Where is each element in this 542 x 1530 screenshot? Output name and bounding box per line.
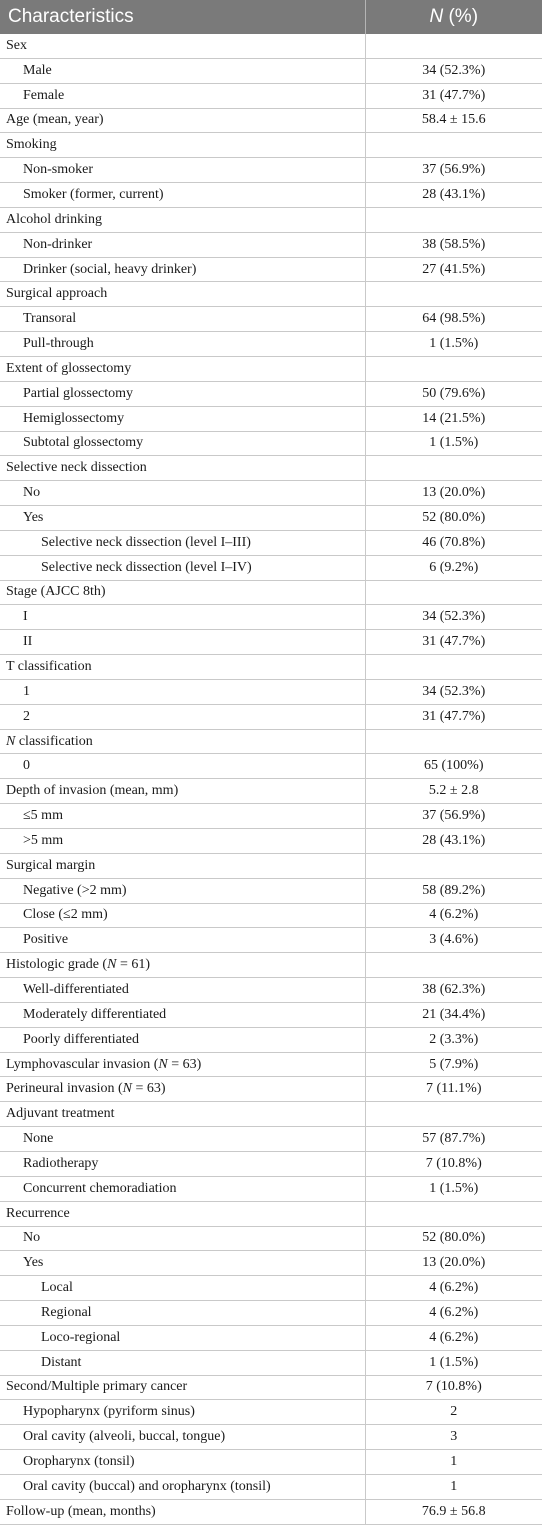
table-row (0, 406, 542, 431)
row-value: 38 (62.3%) (365, 978, 542, 1003)
table-header (0, 0, 542, 34)
table-row (0, 729, 542, 754)
row-label: Partial glossectomy (0, 381, 365, 406)
table-row (0, 754, 542, 779)
row-label: ≤5 mm (0, 804, 365, 829)
row-label: N classification (0, 729, 365, 754)
row-value (365, 953, 542, 978)
table-row (0, 1077, 542, 1102)
row-value: 1 (1.5%) (365, 431, 542, 456)
row-label: Perineural invasion (N = 63) (0, 1077, 365, 1102)
row-value: 21 (34.4%) (365, 1002, 542, 1027)
table-row (0, 1102, 542, 1127)
row-value: 7 (10.8%) (365, 1151, 542, 1176)
n-symbol: N (6, 733, 16, 749)
table-row (0, 232, 542, 257)
table-row (0, 108, 542, 133)
table-row (0, 1226, 542, 1251)
table-row (0, 853, 542, 878)
table-row (0, 1027, 542, 1052)
row-value: 76.9 ± 56.8 (365, 1499, 542, 1524)
row-value: 14 (21.5%) (365, 406, 542, 431)
row-value: 3 (365, 1425, 542, 1450)
row-label: Depth of invasion (mean, mm) (0, 779, 365, 804)
table-row (0, 431, 542, 456)
table-row (0, 307, 542, 332)
row-label: Histologic grade (N = 61) (0, 953, 365, 978)
row-value (365, 456, 542, 481)
row-value: 50 (79.6%) (365, 381, 542, 406)
table-row (0, 207, 542, 232)
row-label: Stage (AJCC 8th) (0, 580, 365, 605)
table-row (0, 58, 542, 83)
row-label: Radiotherapy (0, 1151, 365, 1176)
table-row (0, 530, 542, 555)
header-characteristics: Characteristics (0, 0, 365, 34)
row-value: 38 (58.5%) (365, 232, 542, 257)
row-value: 37 (56.9%) (365, 158, 542, 183)
row-value: 37 (56.9%) (365, 804, 542, 829)
header-row (0, 0, 542, 34)
table-row (0, 1499, 542, 1524)
table-row (0, 903, 542, 928)
row-value: 58.4 ± 15.6 (365, 108, 542, 133)
row-label: Yes (0, 506, 365, 531)
row-label: Surgical approach (0, 282, 365, 307)
table-row (0, 282, 542, 307)
row-value: 31 (47.7%) (365, 704, 542, 729)
row-label: II (0, 630, 365, 655)
row-label: Smoking (0, 133, 365, 158)
table-row (0, 1301, 542, 1326)
row-label: Loco-regional (0, 1325, 365, 1350)
row-value: 4 (6.2%) (365, 1325, 542, 1350)
row-label: Poorly differentiated (0, 1027, 365, 1052)
row-label: Hypopharynx (pyriform sinus) (0, 1400, 365, 1425)
table-row (0, 356, 542, 381)
row-label: Moderately differentiated (0, 1002, 365, 1027)
table-row (0, 158, 542, 183)
row-label: Non-drinker (0, 232, 365, 257)
table-row (0, 878, 542, 903)
table-row (0, 481, 542, 506)
row-value: 13 (20.0%) (365, 481, 542, 506)
table-row (0, 605, 542, 630)
row-value (365, 580, 542, 605)
table-row (0, 257, 542, 282)
row-value: 2 (3.3%) (365, 1027, 542, 1052)
row-label: Second/Multiple primary cancer (0, 1375, 365, 1400)
row-value: 1 (365, 1474, 542, 1499)
row-label: T classification (0, 655, 365, 680)
row-value: 4 (6.2%) (365, 1301, 542, 1326)
row-label: Hemiglossectomy (0, 406, 365, 431)
table-row (0, 630, 542, 655)
row-value: 13 (20.0%) (365, 1251, 542, 1276)
n-symbol: N (122, 1081, 132, 1097)
row-label: Follow-up (mean, months) (0, 1499, 365, 1524)
row-label: 0 (0, 754, 365, 779)
n-symbol: N (107, 957, 117, 973)
row-label: Adjuvant treatment (0, 1102, 365, 1127)
row-label: Oropharynx (tonsil) (0, 1450, 365, 1475)
table-row (0, 1325, 542, 1350)
row-value (365, 133, 542, 158)
table-row (0, 804, 542, 829)
row-value: 5 (7.9%) (365, 1052, 542, 1077)
table-row (0, 83, 542, 108)
table-row (0, 1052, 542, 1077)
row-value: 3 (4.6%) (365, 928, 542, 953)
row-label: Negative (>2 mm) (0, 878, 365, 903)
table-row (0, 1375, 542, 1400)
row-label: Yes (0, 1251, 365, 1276)
row-value: 28 (43.1%) (365, 829, 542, 854)
row-label: Transoral (0, 307, 365, 332)
table-row (0, 34, 542, 58)
row-label: Oral cavity (buccal) and oropharynx (tonsil) (0, 1474, 365, 1499)
row-value: 1 (1.5%) (365, 1176, 542, 1201)
table-row (0, 1425, 542, 1450)
table-row (0, 580, 542, 605)
table-row (0, 978, 542, 1003)
row-label: Age (mean, year) (0, 108, 365, 133)
row-label: Subtotal glossectomy (0, 431, 365, 456)
row-label: Pull-through (0, 332, 365, 357)
table-row (0, 183, 542, 208)
table-body (0, 34, 542, 1524)
table-row (0, 381, 542, 406)
row-value (365, 729, 542, 754)
row-label: Non-smoker (0, 158, 365, 183)
row-label: Close (≤2 mm) (0, 903, 365, 928)
row-label: >5 mm (0, 829, 365, 854)
row-label: Recurrence (0, 1201, 365, 1226)
table-row (0, 555, 542, 580)
row-value: 64 (98.5%) (365, 307, 542, 332)
table-row (0, 1151, 542, 1176)
row-label: I (0, 605, 365, 630)
row-value: 28 (43.1%) (365, 183, 542, 208)
row-label: Concurrent chemoradiation (0, 1176, 365, 1201)
n-symbol: N (429, 6, 444, 27)
table-row (0, 456, 542, 481)
row-label: Well-differentiated (0, 978, 365, 1003)
row-value: 34 (52.3%) (365, 58, 542, 83)
table-row (0, 1350, 542, 1375)
row-label: Alcohol drinking (0, 207, 365, 232)
row-value: 52 (80.0%) (365, 1226, 542, 1251)
row-value (365, 282, 542, 307)
table-row (0, 704, 542, 729)
row-label: Selective neck dissection (level I–III) (0, 530, 365, 555)
table-row (0, 928, 542, 953)
row-value: 4 (6.2%) (365, 903, 542, 928)
row-label: Distant (0, 1350, 365, 1375)
row-value: 31 (47.7%) (365, 630, 542, 655)
row-value (365, 34, 542, 58)
table-row (0, 1002, 542, 1027)
row-value (365, 356, 542, 381)
row-value: 31 (47.7%) (365, 83, 542, 108)
row-label: Male (0, 58, 365, 83)
row-value (365, 1201, 542, 1226)
row-label: Lymphovascular invasion (N = 63) (0, 1052, 365, 1077)
row-value: 27 (41.5%) (365, 257, 542, 282)
row-value (365, 1102, 542, 1127)
row-value (365, 207, 542, 232)
row-label: Selective neck dissection (level I–IV) (0, 555, 365, 580)
row-value: 52 (80.0%) (365, 506, 542, 531)
row-label: Drinker (social, heavy drinker) (0, 257, 365, 282)
row-value: 1 (365, 1450, 542, 1475)
row-label: Surgical margin (0, 853, 365, 878)
row-value: 57 (87.7%) (365, 1127, 542, 1152)
table-row (0, 1201, 542, 1226)
table-row (0, 506, 542, 531)
row-value (365, 853, 542, 878)
row-value: 2 (365, 1400, 542, 1425)
row-label: Local (0, 1276, 365, 1301)
table-row (0, 1251, 542, 1276)
row-label: Sex (0, 34, 365, 58)
table-row (0, 679, 542, 704)
row-value: 58 (89.2%) (365, 878, 542, 903)
table-row (0, 1127, 542, 1152)
row-value: 7 (11.1%) (365, 1077, 542, 1102)
header-n-percent-text: N (%) (429, 6, 479, 27)
row-value: 5.2 ± 2.8 (365, 779, 542, 804)
row-label: Positive (0, 928, 365, 953)
row-label: Female (0, 83, 365, 108)
n-symbol: N (158, 1056, 168, 1072)
row-value: 34 (52.3%) (365, 605, 542, 630)
row-value: 1 (1.5%) (365, 1350, 542, 1375)
table-row (0, 1474, 542, 1499)
table-row (0, 332, 542, 357)
row-label: 1 (0, 679, 365, 704)
row-label: Smoker (former, current) (0, 183, 365, 208)
table-row (0, 1176, 542, 1201)
row-label: None (0, 1127, 365, 1152)
row-label: No (0, 481, 365, 506)
row-value (365, 655, 542, 680)
table-row (0, 829, 542, 854)
table-row (0, 1400, 542, 1425)
table-row (0, 779, 542, 804)
row-label: Extent of glossectomy (0, 356, 365, 381)
row-label: Selective neck dissection (0, 456, 365, 481)
table-row (0, 953, 542, 978)
row-value: 34 (52.3%) (365, 679, 542, 704)
row-value: 46 (70.8%) (365, 530, 542, 555)
row-value: 6 (9.2%) (365, 555, 542, 580)
row-value: 65 (100%) (365, 754, 542, 779)
table-row (0, 1276, 542, 1301)
row-value: 4 (6.2%) (365, 1276, 542, 1301)
table-row (0, 133, 542, 158)
row-value: 7 (10.8%) (365, 1375, 542, 1400)
row-label: Regional (0, 1301, 365, 1326)
row-value: 1 (1.5%) (365, 332, 542, 357)
row-label: 2 (0, 704, 365, 729)
table-row (0, 655, 542, 680)
table-row (0, 1450, 542, 1475)
header-n-percent (365, 0, 542, 34)
row-label: Oral cavity (alveoli, buccal, tongue) (0, 1425, 365, 1450)
row-label: No (0, 1226, 365, 1251)
